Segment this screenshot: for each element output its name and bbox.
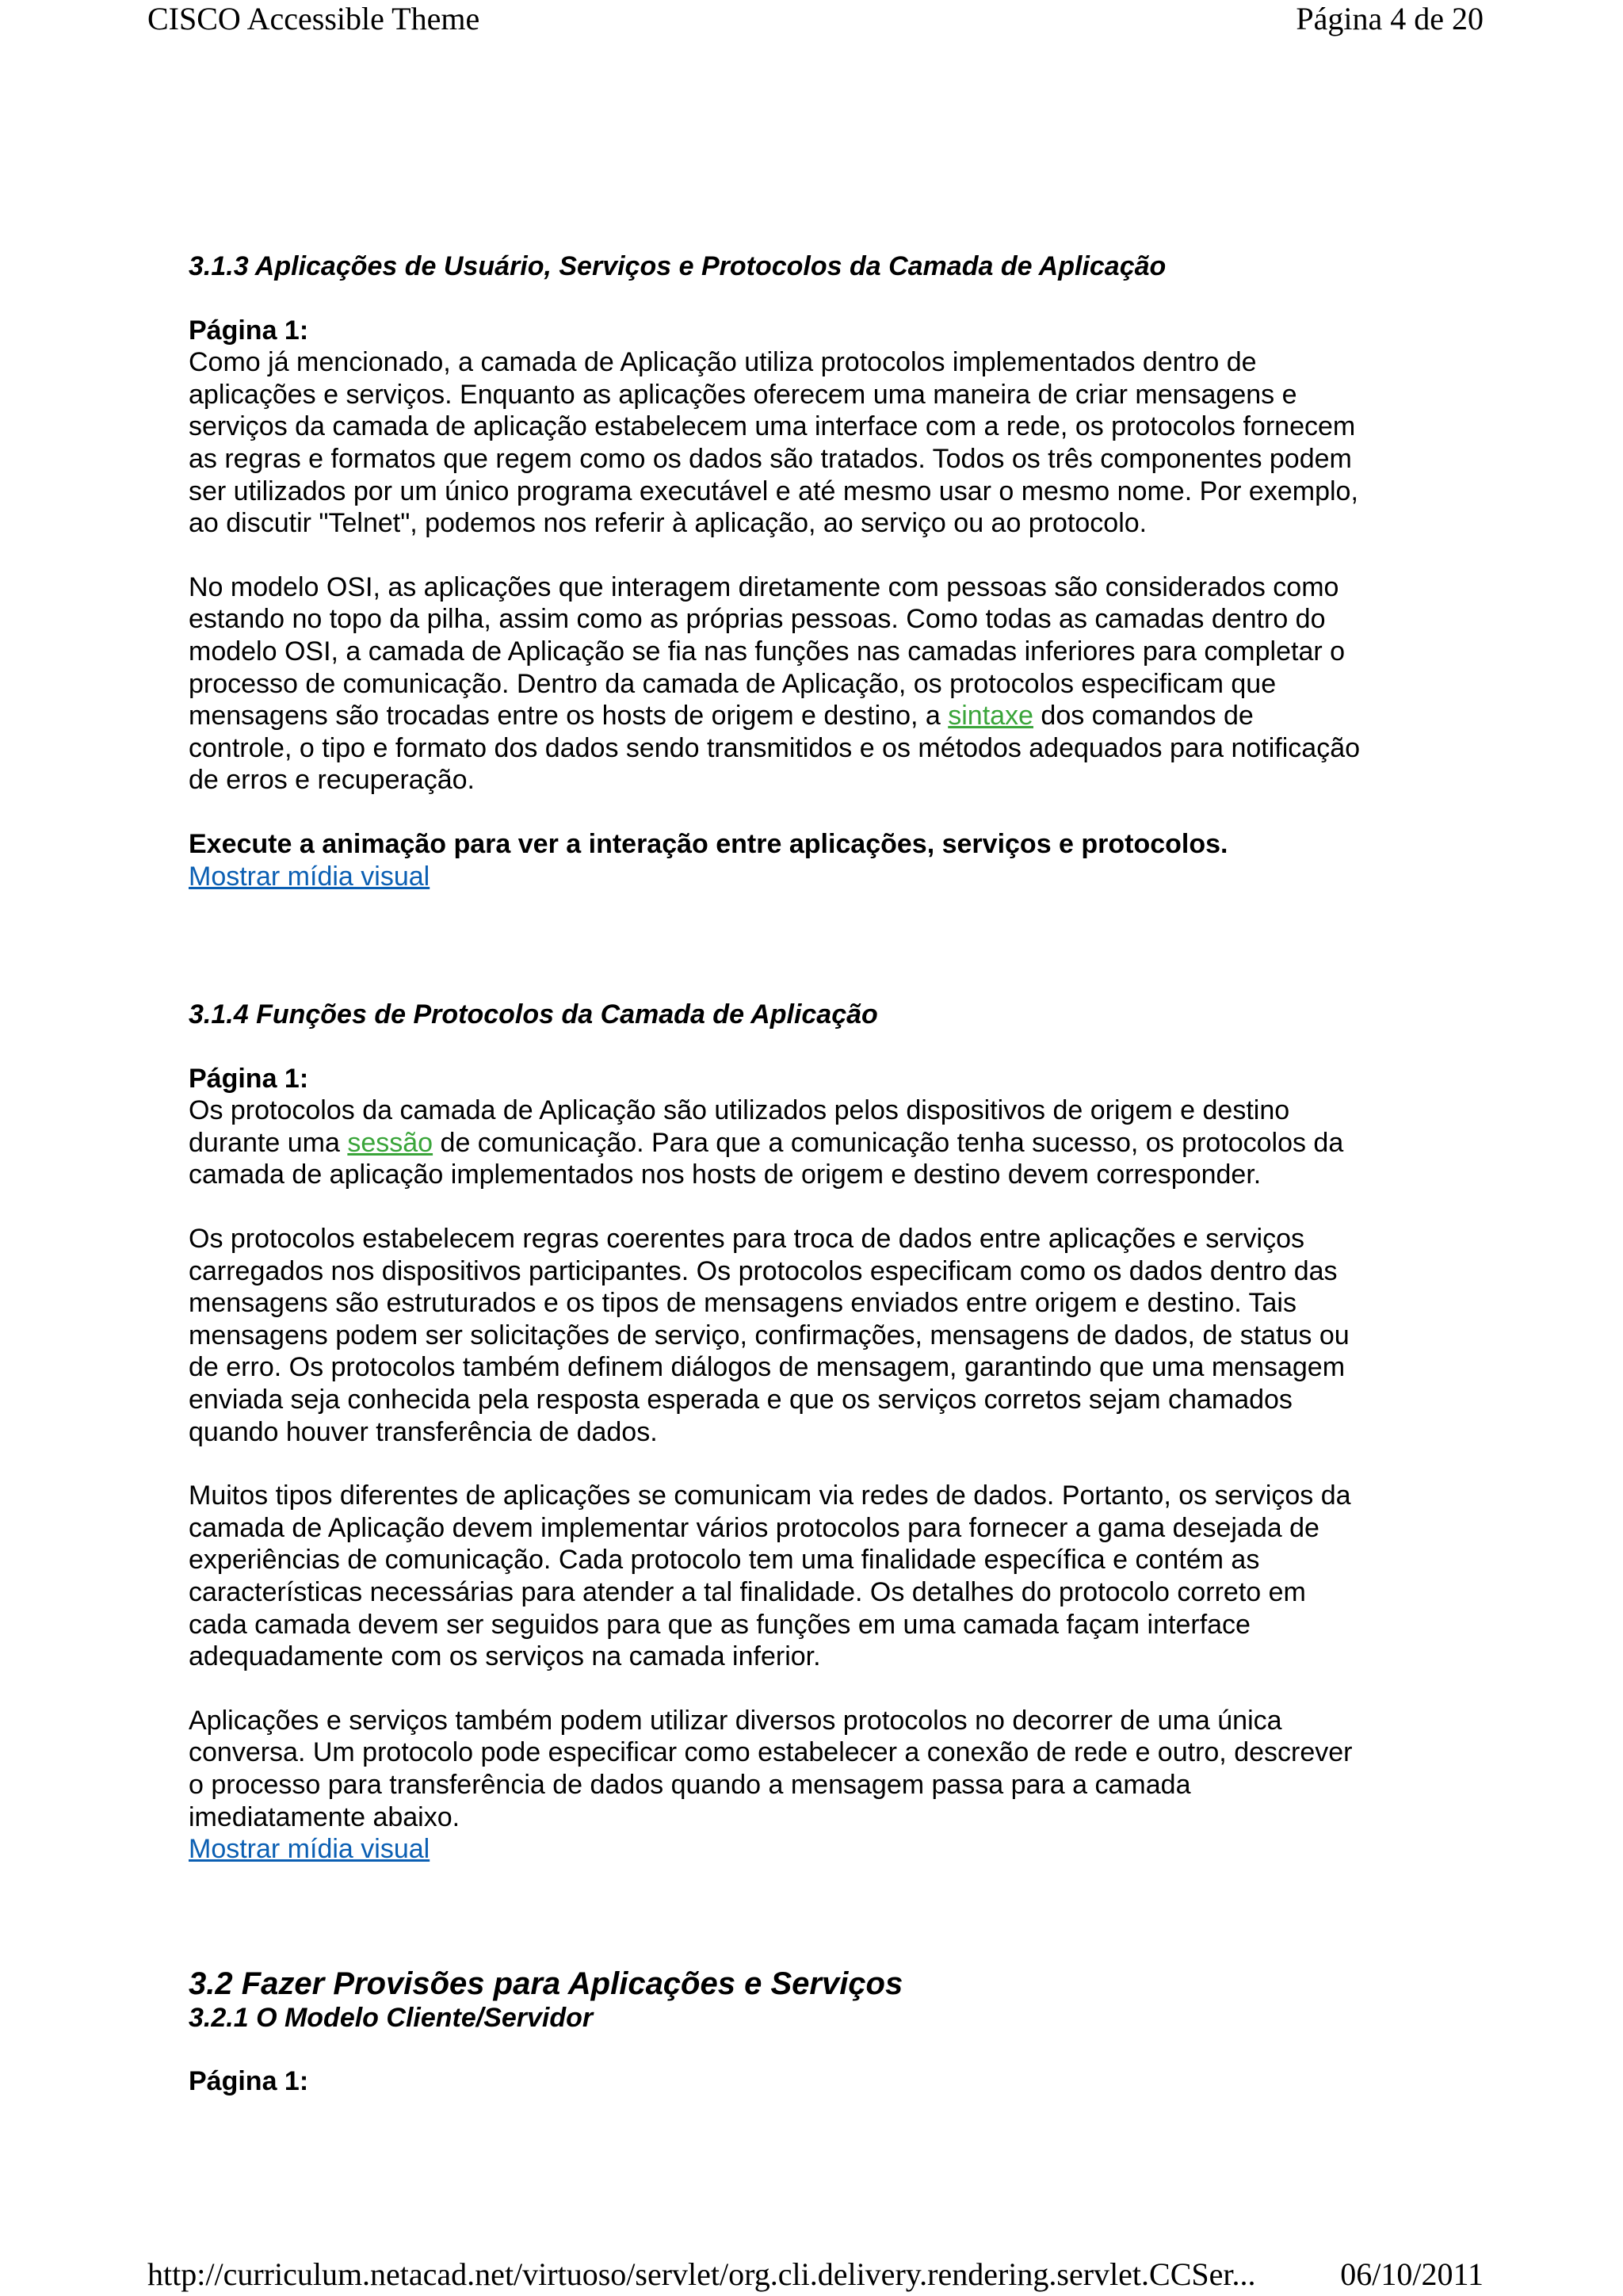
paragraph-text: Os protocolos da camada de Aplicação são utilizados pelos dispositivos de origem e destino durante uma — [189, 1095, 1290, 1158]
section-title: 3.2.1 O Modelo Cliente/Servidor — [189, 2002, 594, 2033]
paragraph: Como já mencionado, a camada de Aplicação utiliza protocolos implementados dentro de aplicações e serviços. Enquanto as aplicações oferecem uma maneira de criar mensagens e serviços da camada de aplicação estabelecem uma interface com a rede, os protocolos fornecem as regras e formatos que regem como os dados são tratados. Todos os três componentes podem ser utilizados por um único programa executável e até mesmo usar o mesmo nome. Por exemplo, ao discutir "Telnet", podemos nos referir à aplicação, ao serviço ou ao protocolo. — [189, 347, 1358, 539]
section-title: 3.1.3 Aplicações de Usuário, Serviços e Protocolos da Camada de Aplicação — [189, 251, 1167, 281]
show-visual-media-link[interactable]: Mostrar mídia visual — [189, 1834, 430, 1865]
paragraph — [189, 571, 1457, 797]
paragraph-text: de comunicação. Para que a comunicação tenha sucesso, os protocolos da camada de aplicação implementados nos hosts de origem e destino devem corresponder. — [189, 1127, 1344, 1190]
paragraph: Muitos tipos diferentes de aplicações se comunicam via redes de dados. Portanto, os serviços da camada de Aplicação devem implementar vários protocolos para fornecer a gama desejada de experiências de comunicação. Cada protocolo tem uma finalidade específica e contém as características necessárias para atender a tal finalidade. Os detalhes do protocolo correto em cada camada devem ser seguidos para que as funções em uma camada façam interface adequadamente com os serviços na camada inferior. — [189, 1480, 1351, 1672]
animation-instruction: Execute a animação para ver a interação entre aplicações, serviços e protocolos. — [189, 828, 1228, 859]
chapter-title: 3.2 Fazer Provisões para Aplicações e Serviços — [189, 1966, 903, 2001]
paragraph — [189, 1095, 1457, 1191]
page-label: Página 1: — [189, 1063, 309, 1094]
page-header-title: CISCO Accessible Theme — [147, 1, 480, 36]
footer-date: 06/10/2011 — [1340, 2256, 1484, 2292]
glossary-link-sintaxe[interactable]: sintaxe — [948, 701, 1033, 732]
page-number: Página 4 de 20 — [1296, 1, 1484, 36]
show-visual-media-link[interactable]: Mostrar mídia visual — [189, 861, 430, 892]
page-label: Página 1: — [189, 315, 309, 346]
paragraph-text: No modelo OSI, as aplicações que interagem diretamente com pessoas são considerados como estando no topo da pilha, assim como as próprias pessoas. Como todas as camadas dentro do modelo OSI, a camada de Aplicação se fia nas funções nas camadas inferiores para completar o processo de comunicação. Dentro da camada de Aplicação, os protocolos especificam que mensagens são trocadas entre os hosts de origem e destino, a — [189, 571, 1346, 732]
section-3-1-4 — [189, 999, 1457, 1866]
paragraph: Os protocolos estabelecem regras coerentes para troca de dados entre aplicações e serviços carregados nos dispositivos participantes. Os protocolos especificam como os dados dentro das mensagens são estruturados e os tipos de mensagens enviados entre origem e destino. Tais mensagens podem ser solicitações de serviço, confirmações, mensagens de dados, de status ou de erro. Os protocolos também definem diálogos de mensagem, garantindo que uma mensagem enviada seja conhecida pela resposta esperada e que os serviços corretos sejam chamados quando houver transferência de dados. — [189, 1224, 1350, 1447]
document-body — [189, 250, 1457, 2098]
section-title: 3.1.4 Funções de Protocolos da Camada de Aplicação — [189, 999, 878, 1030]
footer-url: http://curriculum.netacad.net/virtuoso/servlet/org.cli.delivery.rendering.servlet.CCSer... — [147, 2256, 1256, 2292]
section-3-1-3 — [189, 250, 1457, 892]
paragraph-text: dos comandos de controle, o tipo e formato dos dados sendo transmitidos e os métodos adequados para notificação de erros e recuperação. — [189, 701, 1361, 796]
glossary-link-sessao[interactable]: sessão — [347, 1127, 433, 1158]
paragraph: Aplicações e serviços também podem utilizar diversos protocolos no decorrer de uma única conversa. Um protocolo pode especificar como estabelecer a conexão de rede e outro, descrever o processo para transferência de dados quando a mensagem passa para a camada imediatamente abaixo. — [189, 1705, 1353, 1832]
page-label: Página 1: — [189, 2066, 309, 2097]
section-3-2 — [189, 1966, 1457, 2098]
